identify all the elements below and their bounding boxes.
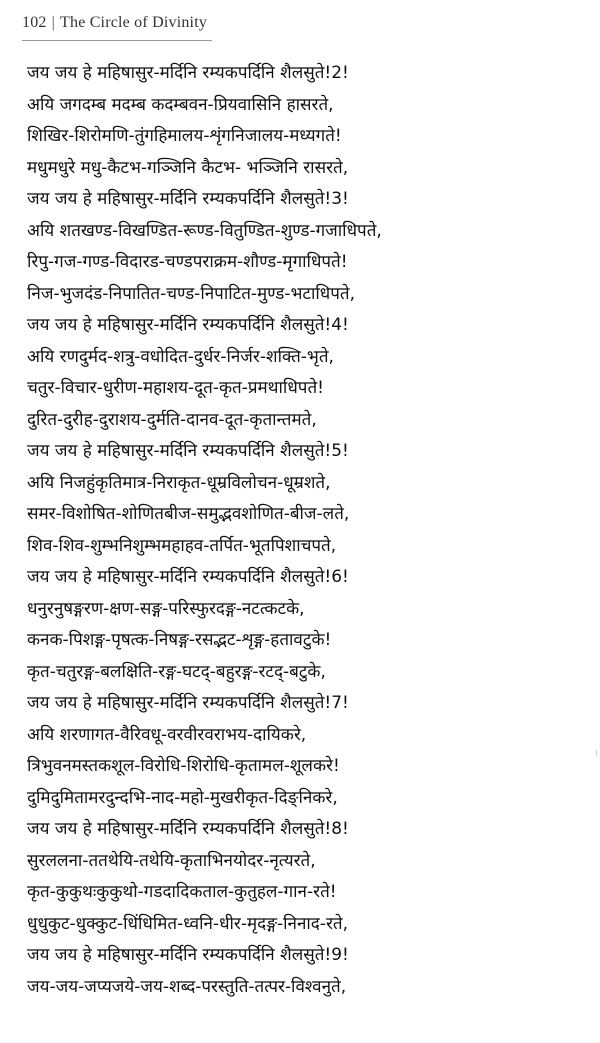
verse-line: अयि जगदम्ब मदम्ब कदम्बवन-प्रियवासिनि हासरते, [27, 94, 334, 115]
verse-line: समर-विशोषित-शोणितबीज-समुद्भवशोणित-बीज-लते, [27, 504, 350, 524]
verse-line: मधुमधुरे मधु-कैटभ-गञ्जिनि कैटभ- भञ्जिनि रासरते, [27, 157, 349, 178]
verse-line: जय-जय-जप्यजये-जय-शब्द-परस्तुति-तत्पर-विश्वनुते, [27, 976, 347, 997]
verse-line: अयि रणदुर्मद-शत्रु-वधोदित-दुर्धर-निर्जर-शक्ति-भृते, [27, 346, 334, 367]
page-number: 102 [22, 14, 47, 31]
verse-block [27, 58, 587, 1003]
verse-line: धुधुकुट-धुक्कुट-धिंधिमित-ध्वनि-धीर-मृदङ्ग-निनाद-रते, [27, 913, 348, 934]
header-rule [22, 40, 212, 41]
running-head [22, 14, 207, 32]
verse-line: कृत-कुकुथःकुकुथो-गडदादिकताल-कुतुहल-गान-रते! [27, 882, 337, 902]
verse-line: सुरललना-ततथेयि-तथेयि-कृताभिनयोदर-नृत्यरते, [27, 850, 316, 871]
verse-line: अयि शतखण्ड-विखण्डित-रूण्ड-वितुण्डित-शुण्ड-गजाधिपते, [27, 220, 382, 241]
verse-line: त्रिभुवनमस्तकशूल-विरोधि-शिरोधि-कृतामल-शूलकरे! [27, 756, 340, 776]
verse-line: जय जय हे महिषासुर-मर्दिनि रम्यकपर्दिनि शैलसुते!9! [27, 945, 349, 965]
verse-line: जय जय हे महिषासुर-मर्दिनि रम्यकपर्दिनि शैलसुते!8! [27, 819, 349, 839]
verse-line: जय जय हे महिषासुर-मर्दिनि रम्यकपर्दिनि शैलसुते!7! [27, 693, 349, 713]
book-title: The Circle of Divinity [60, 14, 208, 31]
verse-line: कृत-चतुरङ्ग-बलक्षिति-रङ्ग-घटद्-बहुरङ्ग-रटद्-बटुके, [27, 661, 326, 682]
verse-line: दुरित-दुरीह-दुराशय-दुर्मति-दानव-दूत-कृतान्तमते, [27, 409, 317, 430]
verse-line: अयि शरणागत-वैरिवधू-वरवीरवराभय-दायिकरे, [27, 724, 307, 745]
header-separator: | [51, 14, 56, 31]
verse-line: जय जय हे महिषासुर-मर्दिनि रम्यकपर्दिनि शैलसुते!5! [27, 441, 349, 461]
verse-line: दुमिदुमितामरदुन्दभि-नाद-महो-मुखरीकृत-दिङ्निकरे, [27, 787, 338, 808]
verse-line: चतुर-विचार-धुरीण-महाशय-दूत-कृत-प्रमथाधिपते! [27, 378, 324, 398]
verse-line: जय जय हे महिषासुर-मर्दिनि रम्यकपर्दिनि शैलसुते!6! [27, 567, 349, 587]
verse-line: अयि निजहुंकृतिमात्र-निराकृत-धूम्रविलोचन-धूम्रशते, [27, 472, 331, 493]
verse-line: निज-भुजदंड-निपातित-चण्ड-निपाटित-मुण्ड-भटाधिपते, [27, 283, 356, 304]
margin-mark [596, 750, 597, 756]
verse-line: धनुरनुषङ्गरण-क्षण-सङ्ग-परिस्फुरदङ्ग-नटत्कटके, [27, 598, 305, 619]
verse-line: कनक-पिशङ्ग-पृषत्क-निषङ्ग-रसद्भट-शृङ्ग-हतावटुके! [27, 630, 332, 650]
verse-line: शिखिर-शिरोमणि-तुंगहिमालय-शृंगनिजालय-मध्यगते! [27, 126, 342, 146]
verse-line: शिव-शिव-शुम्भनिशुम्भमहाहव-तर्पित-भूतपिशाचपते, [27, 535, 337, 556]
verse-line: रिपु-गज-गण्ड-विदारड-चण्डपराक्रम-शौण्ड-मृगाधिपते! [27, 252, 348, 272]
verse-line: जय जय हे महिषासुर-मर्दिनि रम्यकपर्दिनि शैलसुते!4! [27, 315, 349, 335]
verse-line: जय जय हे महिषासुर-मर्दिनि रम्यकपर्दिनि शैलसुते!3! [27, 189, 349, 209]
verse-line: जय जय हे महिषासुर-मर्दिनि रम्यकपर्दिनि शैलसुते!2! [27, 63, 349, 83]
